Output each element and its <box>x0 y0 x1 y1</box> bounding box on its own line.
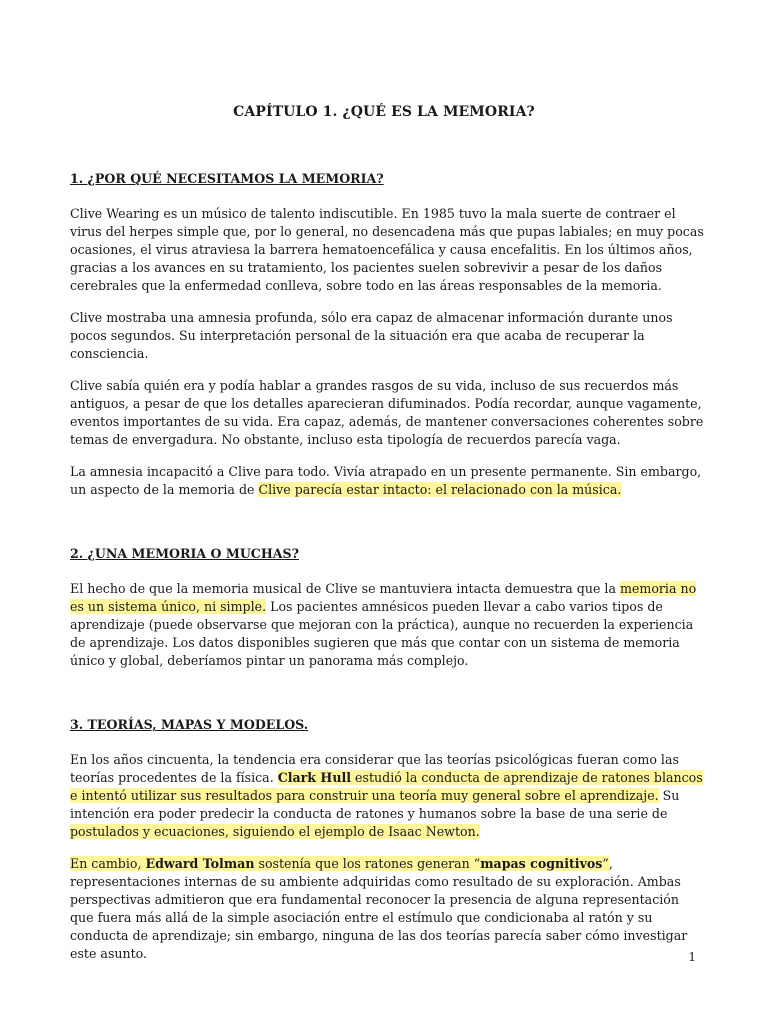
section-spacer <box>70 684 706 716</box>
highlighted-bold-text: mapas cognitivos <box>480 856 603 871</box>
highlighted-text: ” <box>602 856 609 871</box>
highlighted-text: Clive parecía estar intacto: el relacionado con la música. <box>258 482 622 497</box>
highlighted-text: sostenía que los ratones generan “ <box>254 856 481 871</box>
section-1-paragraph-1: Clive Wearing es un músico de talento indiscutible. En 1985 tuvo la mala suerte de contraer el virus del herpes simple que, por lo general, no desencadena más que pupas labiales; en muy pocas ocasiones, el virus atraviesa la barrera hematoencefálica y causa encefalitis. En los últimos años, gracias a los avances en su tratamiento, los pacientes suelen sobrevivir a pesar de los daños cerebrales que la enfermedad conlleva, sobre todo en las áreas responsables de la memoria. <box>70 206 704 293</box>
paragraph-text: , representaciones internas de su ambiente adquiridas como resultado de su exploración. Ambas perspectivas admitieron que era fundamental reconocer la presencia de alguna representación que fuera más allá de la simple asociación entre el estímulo que condicionaba al ratón y su conducta de aprendizaje; sin embargo, ninguna de las dos teorías parecía saber cómo investigar este asunto. <box>70 856 688 961</box>
section-1-paragraph-2: Clive mostraba una amnesia profunda, sólo era capaz de almacenar información durante unos pocos segundos. Su interpretación personal de la situación era que acaba de recuperar la consciencia. <box>70 310 673 361</box>
highlighted-text: memoria no es un sistema único, ni simple. <box>70 581 697 614</box>
section-3-heading: 3. TEORÍAS, MAPAS Y MODELOS. <box>70 717 309 732</box>
section-3-paragraph-2 <box>70 855 706 963</box>
paragraph-text: En los años cincuenta, la tendencia era considerar que las teorías psicológicas fueran como las teorías procedentes de la física. <box>70 752 679 785</box>
highlighted-text: estudió la conducta de aprendizaje de ratones blancos e intentó utilizar sus resultados para construir una teoría muy general sobre el aprendizaje. <box>70 770 703 803</box>
highlighted-text: En cambio, <box>70 856 146 871</box>
highlighted-bold-text: Edward Tolman <box>145 856 255 871</box>
section-1-heading: 1. ¿POR QUÉ NECESITAMOS LA MEMORIA? <box>70 171 384 186</box>
section-spacer <box>70 513 706 545</box>
page-number: 1 <box>688 950 696 964</box>
section-3-paragraph-1 <box>70 751 706 841</box>
highlighted-text: postulados y ecuaciones, siguiendo el ejemplo de Isaac Newton. <box>70 824 480 839</box>
paragraph-text: Los pacientes amnésicos pueden llevar a cabo varios tipos de aprendizaje (puede observarse que mejoran con la práctica), aunque no recuerden la experiencia de aprendizaje. Los datos disponibles sugieren que más que contar con un sistema de memoria único y global, deberíamos pintar un panorama más complejo. <box>70 599 694 668</box>
chapter-title: CAPÍTULO 1. ¿QUÉ ES LA MEMORIA? <box>233 104 535 120</box>
document-body <box>70 170 706 977</box>
highlighted-bold-text: Clark Hull <box>277 770 352 785</box>
section-1-paragraph-4 <box>70 463 706 499</box>
paragraph-text: La amnesia incapacitó a Clive para todo. Vivía atrapado en un presente permanente. Sin embargo, un aspecto de la memoria de <box>70 464 702 497</box>
section-1-paragraph-3: Clive sabía quién era y podía hablar a grandes rasgos de su vida, incluso de sus recuerdos más antiguos, a pesar de que los detalles aparecieran difuminados. Podía recordar, aunque vagamente, eventos importantes de su vida. Era capaz, además, de mantener conversaciones coherentes sobre temas de envergadura. No obstante, incluso esta tipología de recuerdos parecía vaga. <box>70 378 704 447</box>
section-2-heading: 2. ¿UNA MEMORIA O MUCHAS? <box>70 546 299 561</box>
paragraph-text: Su intención era poder predecir la conducta de ratones y humanos sobre la base de una serie de <box>70 788 680 821</box>
paragraph-text: El hecho de que la memoria musical de Clive se mantuviera intacta demuestra que la <box>70 581 620 596</box>
section-2-paragraph-1 <box>70 580 706 670</box>
